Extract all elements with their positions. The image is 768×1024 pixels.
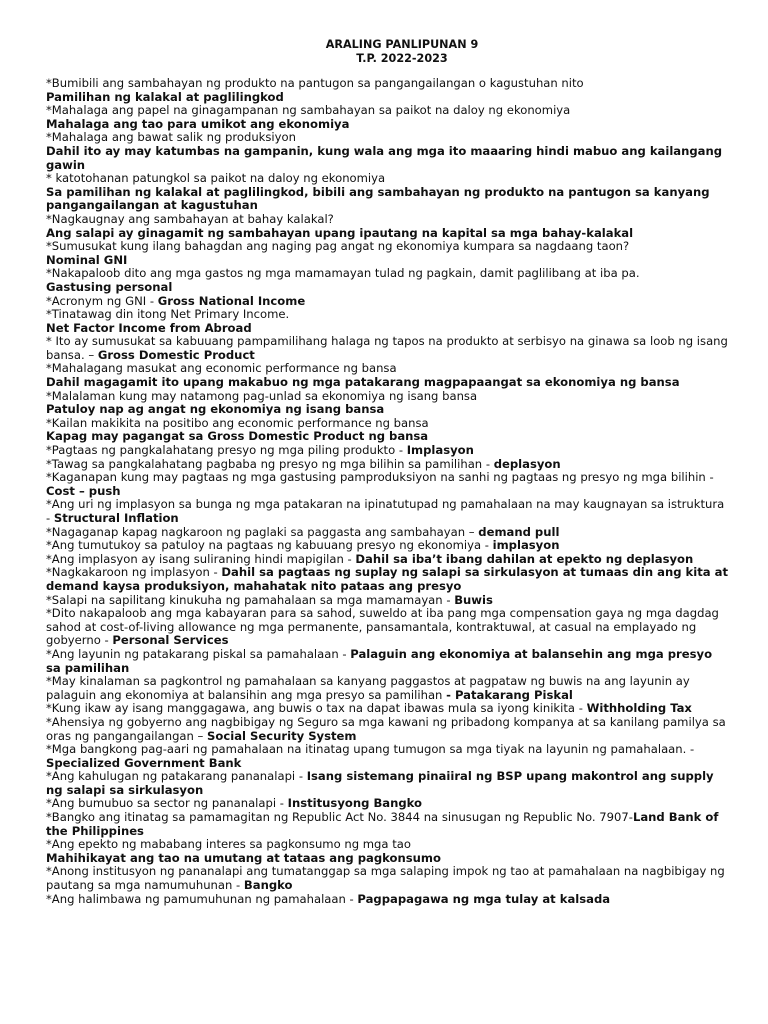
line-text: Mahihikayat ang tao na umutang at tataas ang pagkonsumo [46,850,441,865]
question-line [46,526,728,540]
question-line [46,594,728,608]
answer-line [46,145,728,172]
answer-line [46,91,728,105]
answer-text: Social Security System [207,728,357,743]
line-text: Patuloy nap ag angat ng ekonomiya ng isang bansa [46,402,385,417]
line-text: *Tinatawag din itong Net Primary Income. [46,307,290,322]
answer-line [46,254,728,268]
answer-text: implasyon [492,538,560,553]
line-text: * Ito ay sumusukat sa kabuuang pampamilihang halaga ng tapos na produkto at serbisyo na ginawa sa loob ng isang bansa. – [46,334,728,362]
answer-text: Specialized Government Bank [46,755,242,770]
question-line [46,131,728,145]
question-line [46,498,728,525]
answer-line [46,227,728,241]
question-line [46,539,728,553]
answer-text: Palaguin ang ekonomiya at balansehin ang mga presyo sa pamilihan [46,646,713,675]
line-text: *Mahalagang masukat ang economic performance ng bansa [46,361,397,376]
answer-line [46,118,728,132]
line-text: Sa pamilihan ng kalakal at paglilingkod, bibili ang sambahayan ng produkto na pantugon sa kanyang pangangailangan at kagustuhan [46,184,710,213]
line-text: Dahil ito ay may katumbas na gampanin, kung wala ang mga ito maaaring hindi mabuo ang kailangang gawin [46,143,723,172]
line-text: *Acronym ng GNI - [46,293,158,308]
question-line [46,390,728,404]
line-text: *Ang layunin ng patakarang piskal sa pamahalaan - [46,646,351,661]
question-line [46,675,728,702]
question-line [46,471,728,498]
answer-text: Structural Inflation [53,511,179,525]
line-text: *Tawag sa pangkalahatang pagbaba ng presyo ng mga bilihin sa pamilihan - [46,456,494,471]
line-text: Pamilihan ng kalakal at paglilingkod [46,89,284,104]
question-line [46,417,728,431]
answer-text: Gross Domestic Product [97,347,255,362]
line-text: *Mahalaga ang papel na ginagampanan ng sambahayan sa paikot na daloy ng ekonomiya [46,103,571,118]
question-line [46,213,728,227]
school-year: T.P. 2022-2023 [356,52,448,65]
question-line [46,335,728,362]
answer-line [46,852,728,866]
answer-text: demand pull [478,524,560,539]
question-line [46,811,728,838]
question-line [46,444,728,458]
line-text: Net Factor Income from Abroad [46,320,252,335]
question-line [46,240,728,254]
line-text: *Ang tumutukoy sa patuloy na pagtaas ng kabuuang presyo ng ekonomiya - [46,538,493,553]
answer-line [46,186,728,213]
question-line [46,104,728,118]
answer-text: Isang sistemang pinaiiral ng BSP upang makontrol ang supply ng salapi sa sirkulasyon [46,769,714,797]
line-text: *Ahensiya ng gobyerno ang nagbibigay ng Seguro sa mga kawani ng pribadong kompanya at sa kanilang pamilya sa oras ng pangangailangan – [46,714,726,743]
line-text: *Ang halimbawa ng pamumuhunan ng pamahalaan - [46,891,358,906]
line-text: *Salapi na sapilitang kinukuha ng pamahalaan sa mga mamamayan - [46,592,455,607]
question-line [46,838,728,852]
line-text: *Mahalaga ang bawat salik ng produksiyon [46,130,296,145]
question-line [46,607,728,648]
line-text: * katotohanan patungkol sa paikot na daloy ng ekonomiya [46,171,386,186]
question-line [46,865,728,892]
line-text: Nominal GNI [46,252,128,267]
line-text: *Nakapaloob dito ang mga gastos ng mga mamamayan tulad ng pagkain, damit paglilibang at iba pa. [46,266,640,281]
question-line [46,648,728,675]
answer-line [46,403,728,417]
question-line [46,770,728,797]
answer-text: Dahil sa pagtaas ng suplay ng salapi sa sirkulasyon at tumaas din ang kita at demand kaysa produksiyon, mahahatak nito pataas ang presyo [46,565,728,593]
line-text: Mahalaga ang tao para umikot ang ekonomiya [46,116,350,131]
line-text: *Ang uri ng implasyon sa bunga ng mga patakaran na ipinatutupad ng pamahalaan na may kaugnayan sa istruktura - [46,497,725,525]
question-line [46,553,728,567]
question-line [46,893,728,907]
answer-text: deplasyon [493,456,561,471]
question-line [46,172,728,186]
document-title: ARALING PANLIPUNAN 9 [325,38,479,51]
line-text: *Bangko ang itinatag sa pamamagitan ng Republic Act No. 3844 na sinusugan ng Republic No. 7907- [46,810,633,825]
question-line [46,566,728,593]
line-text: *Bumibili ang sambahayan ng produkto na pantugon sa pangangailangan o kagustuhan nito [46,76,584,90]
answer-text: Dahil sa iba’t ibang dahilan at epekto ng deplasyon [355,551,694,566]
line-text: *Ang epekto ng mababang interes sa pagkonsumo ng mga tao [46,837,411,852]
answer-text: Bangko [243,878,293,893]
question-line [46,267,728,281]
answer-text: Withholding Tax [586,701,692,716]
question-line [46,716,728,743]
line-text: *Pagtaas ng pangkalahatang presyo ng mga piling produkto - [46,443,407,458]
answer-line [46,322,728,336]
line-text: Gastusing personal [46,279,173,294]
line-text: Kapag may pagangat sa Gross Domestic Product ng bansa [46,429,429,444]
answer-text: - Patakarang Piskal [446,687,573,702]
answer-text: Cost – push [46,483,121,498]
line-text: *Mga bangkong pag-aari ng pamahalaan na itinatag upang tumugon sa mga tiyak na layunin ng pamahalaan. - [46,742,695,757]
answer-text: Land Bank of the Philippines [46,810,719,838]
answer-text: Gross National Income [157,293,306,308]
answer-line [46,430,728,444]
line-text: *Kaganapan kung may pagtaas ng mga gastusing pamproduksiyon na sanhi ng pagtaas ng presyo ng mga bilihin - [46,470,714,485]
answer-text: Personal Services [112,633,229,648]
line-text: *Nagkakaroon ng implasyon - [46,565,222,580]
question-line [46,702,728,716]
line-text: *Ang implasyon ay isang suliraning hindi mapigilan - [46,551,356,566]
line-text: *Malalaman kung may natamong pag-unlad sa ekonomiya ng isang bansa [46,388,478,403]
question-line [46,295,728,309]
line-text: *Nagkaugnay ang sambahayan at bahay kalakal? [46,211,334,226]
answer-text: Pagpapagawa ng mga tulay at kalsada [357,891,611,906]
line-text: *Sumusukat kung ilang bahagdan ang naging pag angat ng ekonomiya kumpara sa nagdaang taon? [46,239,630,254]
line-text: Ang salapi ay ginagamit ng sambahayan upang ipautang na kapital sa mga bahay-kalakal [46,225,634,240]
line-text: *Nagaganap kapag nagkaroon ng paglaki sa paggasta ang sambahayan – [46,524,479,539]
question-line [46,458,728,472]
line-text: *May kinalaman sa pagkontrol ng pamahalaan sa kanyang paggastos at pagpataw ng buwis na ang layunin ay palaguin ang ekonomiya at balansihin ang mga presyo sa pamilihan [46,674,690,702]
line-text: *Ang bumubuo sa sector ng pananalapi - [46,796,288,811]
line-text: *Kailan makikita na positibo ang economic performance ng bansa [46,415,429,430]
question-line [46,77,728,91]
reviewer-content [46,77,728,906]
line-text: *Dito nakapaloob ang mga kabayaran para sa sahod, suweldo at iba pang mga compensation gaya ng mga dagdag sahod at cost-of-living allowance ng mga permanente, pansamantala, kontraktuwal, at casual na emplayado ng gobyerno - [46,606,719,648]
answer-text: Implasyon [406,443,474,458]
line-text: *Anong institusyon ng pananalapi ang tumatanggap sa mga salaping impok ng tao at pamahalaan na nagbibigay ng pautang sa mga namumuhunan - [46,864,725,893]
question-line [46,308,728,322]
question-line [46,797,728,811]
question-line [46,362,728,376]
question-line [46,743,728,770]
answer-line [46,281,728,295]
line-text: *Ang kahulugan ng patakarang pananalapi - [46,769,307,784]
line-text: *Kung ikaw ay isang manggagawa, ang buwis o tax na dapat ibawas mula sa iyong kinikita - [46,701,587,716]
answer-line [46,376,728,390]
line-text: Dahil magagamit ito upang makabuo ng mga patakarang magpapaangat sa ekonomiya ng bansa [46,375,680,390]
answer-text: Buwis [454,592,493,607]
answer-text: Institusyong Bangko [287,796,423,811]
